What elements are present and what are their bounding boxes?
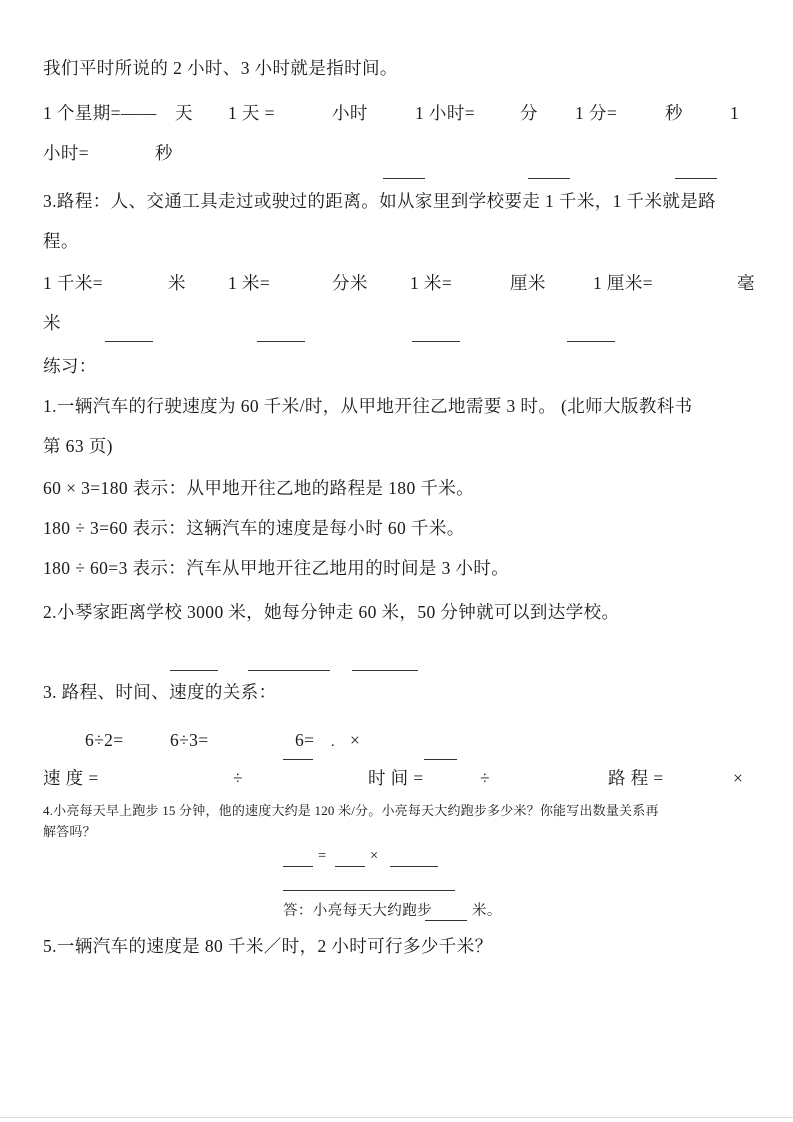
distance-def-line2: 程。 xyxy=(43,231,79,251)
time-hour-eq: 1 小时= xyxy=(415,103,475,123)
q3-example-2: 6÷3= xyxy=(170,730,209,750)
fill-blank xyxy=(567,341,615,342)
q3-distance-eq: 路 程 = xyxy=(608,768,664,788)
q1-explain-c: 180 ÷ 60=3 表示：汽车从甲地开往乙地用的时间是 3 小时。 xyxy=(43,558,510,578)
len-km-unit: 米 xyxy=(168,273,186,293)
len-carry: 米 xyxy=(43,313,61,333)
len-m-unit: 分米 xyxy=(332,273,368,293)
time-week-eq: 1 个星期=—— xyxy=(43,103,157,123)
time-hour2-unit: 秒 xyxy=(155,143,173,163)
q3-dot: . xyxy=(331,734,336,750)
page-bottom-divider xyxy=(0,1117,793,1118)
q1-explain-a: 60 × 3=180 表示：从甲地开往乙地的路程是 180 千米。 xyxy=(43,478,475,498)
q4-times-sign: × xyxy=(370,848,379,864)
fill-blank xyxy=(335,866,365,867)
time-day-unit: 小时 xyxy=(332,103,368,123)
practice-label: 练习： xyxy=(43,356,97,376)
time-carry: 1 xyxy=(730,103,740,123)
q3-times-sign: × xyxy=(350,730,361,750)
fill-blank xyxy=(528,178,570,179)
fill-blank xyxy=(283,866,313,867)
time-min-eq: 1 分= xyxy=(575,103,618,123)
q1-explain-b: 180 ÷ 3=60 表示：这辆汽车的速度是每小时 60 千米。 xyxy=(43,518,465,538)
q3-time-eq: 时 间 = xyxy=(368,768,424,788)
q4-answer-prefix: 答：小亮每天大约跑步 xyxy=(283,903,432,919)
fill-blank xyxy=(352,670,418,671)
q3-divide-2: ÷ xyxy=(480,768,491,788)
q3-example-1: 6÷2= xyxy=(85,730,124,750)
time-hour-unit: 分 xyxy=(520,103,538,123)
fill-blank xyxy=(383,178,425,179)
q3-example-3: 6= xyxy=(295,730,315,750)
q5-line: 5.一辆汽车的速度是 80 千米／时，2 小时可行多少千米？ xyxy=(43,936,493,956)
q3-label: 3. 路程、时间、速度的关系： xyxy=(43,682,277,702)
fill-blank xyxy=(283,759,313,760)
fill-blank xyxy=(170,670,218,671)
fill-blank xyxy=(105,341,153,342)
len-m2-unit: 厘米 xyxy=(510,273,546,293)
distance-def-line1: 3.路程：人、交通工具走过或驶过的距离。如从家里到学校要走 1 千米，1 千米就是路 xyxy=(43,191,717,211)
time-day-eq: 1 天 = xyxy=(228,103,275,123)
q1-line2: 第 63 页) xyxy=(43,436,113,456)
fill-blank xyxy=(675,178,717,179)
fill-blank xyxy=(412,341,460,342)
q1-line1: 1.一辆汽车的行驶速度为 60 千米/时，从甲地开往乙地需要 3 时。 (北师大版教科书 xyxy=(43,396,693,416)
fill-blank xyxy=(424,759,457,760)
fill-blank xyxy=(248,670,330,671)
fill-blank xyxy=(425,920,467,921)
time-min-unit: 秒 xyxy=(665,103,683,123)
len-cm-unit: 毫 xyxy=(737,273,755,293)
len-m-eq: 1 米= xyxy=(228,273,271,293)
len-cm-eq: 1 厘米= xyxy=(593,273,653,293)
q3-divide-1: ÷ xyxy=(233,768,244,788)
fill-blank xyxy=(257,341,305,342)
fill-blank xyxy=(390,866,438,867)
q3-speed-eq: 速 度 = xyxy=(43,768,99,788)
q4-equals-sign: = xyxy=(318,848,327,864)
work-line xyxy=(283,890,455,891)
intro-line: 我们平时所说的 2 小时、3 小时就是指时间。 xyxy=(43,58,398,78)
q4-line1: 4.小亮每天早上跑步 15 分钟，他的速度大约是 120 米/分。小亮每天大约跑步多少米？你能写出数量关系再 xyxy=(43,803,659,818)
q2-line: 2.小琴家距离学校 3000 米，她每分钟走 60 米，50 分钟就可以到达学校。 xyxy=(43,602,620,622)
len-km-eq: 1 千米= xyxy=(43,273,103,293)
time-week-unit: 天 xyxy=(175,103,193,123)
q4-line2: 解答吗？ xyxy=(43,824,96,839)
q4-answer-suffix: 米。 xyxy=(472,903,502,919)
len-m2-eq: 1 米= xyxy=(410,273,453,293)
q3-times-2: × xyxy=(733,768,744,788)
time-hour2-eq: 小时= xyxy=(43,143,90,163)
